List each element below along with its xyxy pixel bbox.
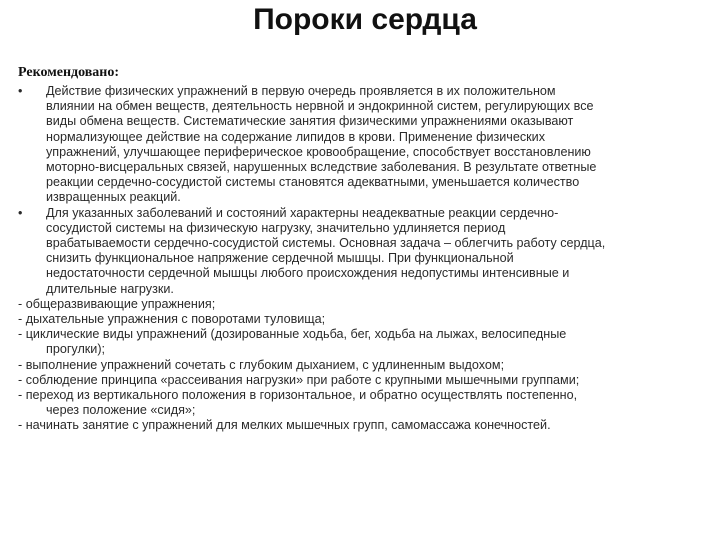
dash-line: - общеразвивающие упражнения; <box>18 296 216 311</box>
text-line: недостаточности сердечной мышцы любого происхождения недопустимы интенсивные и <box>46 266 570 281</box>
bullet-marker: • <box>18 84 23 98</box>
text-line: сосудистой системы на физическую нагрузку, значительно удлиняется период <box>46 220 506 235</box>
bullet-item-metabolism <box>18 84 708 206</box>
dash-line: - выполнение упражнений сочетать с глубоким дыханием, с удлиненным выдохом; <box>18 357 505 372</box>
dash-item-position-change <box>18 388 708 418</box>
dash-item-general-exercises <box>18 297 708 312</box>
dash-item-breathing-exercises <box>18 312 708 327</box>
text-line: Для указанных заболеваний и состояний характерны неадекватные реакции сердечно- <box>46 205 559 220</box>
text-line: извращенных реакций. <box>46 190 181 205</box>
text-line: упражнений, улучшающее периферическое кровообращение, способствует восстановлению <box>46 144 591 159</box>
dash-item-deep-breathing <box>18 358 708 373</box>
text-line: виды обмена веществ. Систематические занятия физическими упражнениями оказывают <box>46 114 574 129</box>
text-line: длительные нагрузки. <box>46 281 174 296</box>
bullet-text <box>46 206 708 297</box>
recommended-heading: Рекомендовано: <box>18 65 120 80</box>
bullet-item-inadequate-reactions <box>18 206 708 297</box>
dash-line: - циклические виды упражнений (дозированные ходьба, бег, ходьба на лыжах, велосипедные <box>18 327 567 342</box>
dash-line-continuation: прогулки); <box>46 342 106 357</box>
bullet-marker: • <box>18 205 23 220</box>
text-line: Действие физических упражнений в первую очередь проявляется в их положительном <box>46 84 556 98</box>
dash-line-continuation: через положение «сидя»; <box>46 403 196 418</box>
slide-body <box>18 64 708 434</box>
text-line: нормализующее действие на содержание липидов в крови. Применение физических <box>46 129 546 144</box>
slide-title: Пороки сердца <box>253 3 477 36</box>
dash-line: - дыхательные упражнения с поворотами туловища; <box>18 312 326 327</box>
bullet-text <box>46 84 708 206</box>
dash-line: - переход из вертикального положения в горизонтальное, и обратно осуществлять постепенно, <box>18 388 578 403</box>
text-line: влиянии на обмен веществ, деятельность нервной и эндокринной систем, регулирующих все <box>46 99 594 114</box>
dash-item-cyclic-exercises <box>18 327 708 357</box>
text-line: врабатываемости сердечно-сосудистой системы. Основная задача – облегчить работу сердца, <box>46 236 606 251</box>
dash-line: - начинать занятие с упражнений для мелких мышечных групп, самомассажа конечностей. <box>18 418 551 433</box>
dash-item-small-muscle-groups <box>18 418 708 433</box>
text-line: снизить функциональное напряжение сердечной мышцы. При функциональной <box>46 251 514 266</box>
dash-item-load-dispersion <box>18 373 708 388</box>
text-line: реакции сердечно-сосудистой системы становятся адекватными, уменьшается количество <box>46 175 580 190</box>
dash-line: - соблюдение принципа «рассеивания нагрузки» при работе с крупными мышечными группами; <box>18 372 580 387</box>
text-line: моторно-висцеральных связей, нарушенных вследствие заболевания. В результате ответные <box>46 160 597 175</box>
